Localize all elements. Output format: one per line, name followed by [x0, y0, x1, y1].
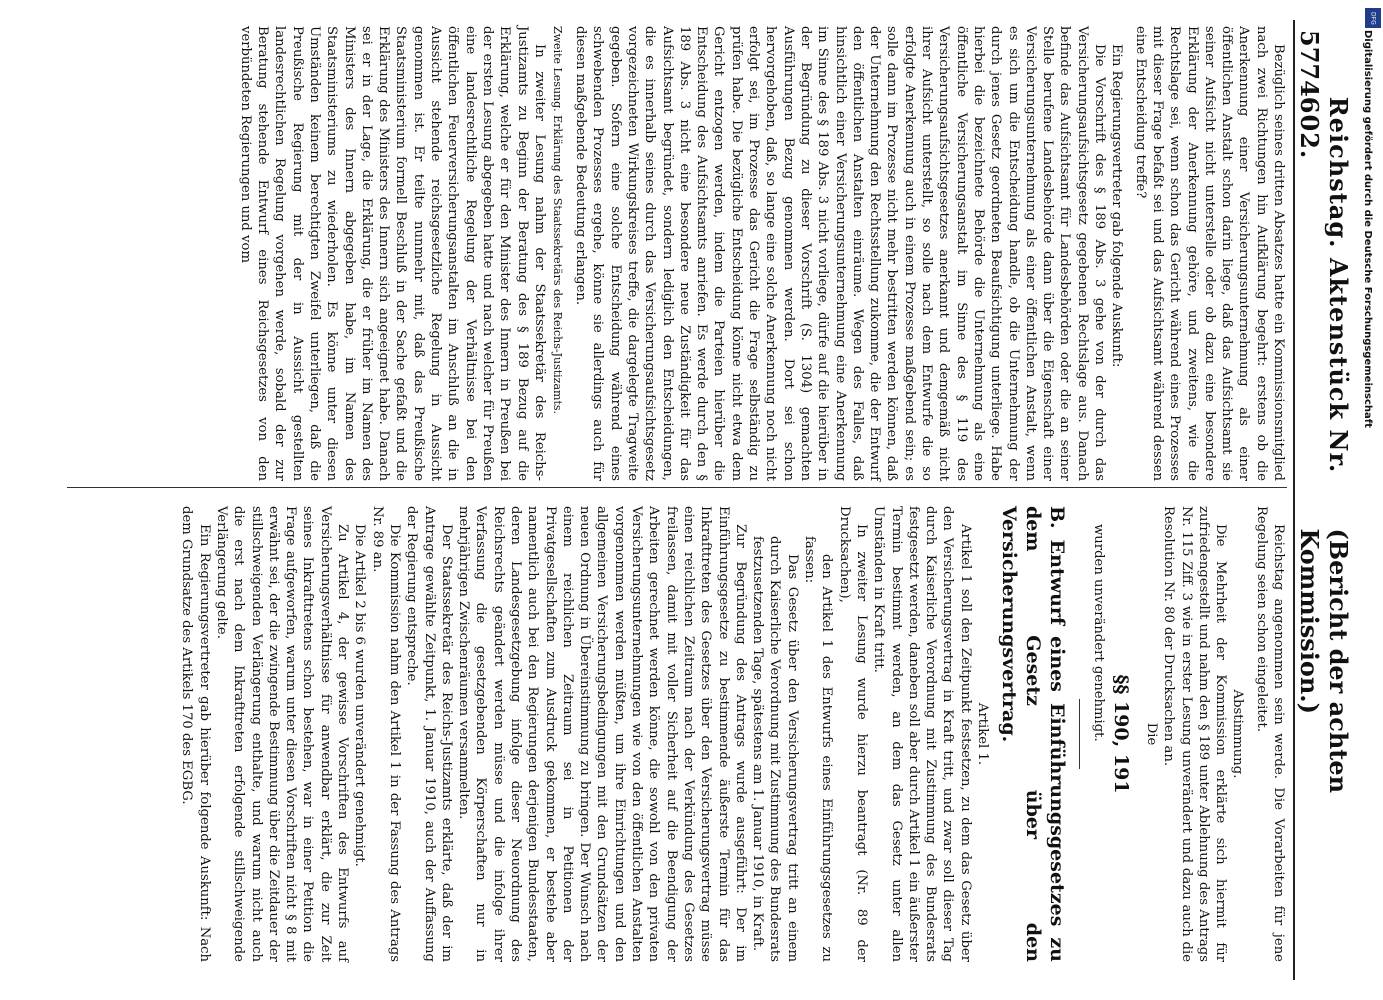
paragraph-heading: §§ 190, 191	[1109, 674, 1132, 794]
paragraph: Die Artikel 2 bis 6 wurden unverändert genehmigt.	[352, 524, 368, 867]
paragraph: In zweiter Lesung wurde hierzu beantragt (Nr. 89 der Drucksachen),	[836, 506, 869, 962]
paragraph: Ein Regierungsvertreter gab hierüber folgende Auskunft: Nach dem Grundsatze des Artikels 170 des EGBG.	[179, 506, 212, 962]
paragraph: Das Gesetz über den Versicherungsvertrag tritt an einem durch Kaiserliche Verordnung mit Zustimmung des Bundesrats festzusetzenden Tage, spätestens am 1. Januar 1910, in Kraft.	[750, 536, 800, 962]
digitization-note-text: Digitalisierung gefördert durch die Deutsche Forschungsgemeinschaft	[1362, 30, 1373, 428]
left-column	[67, 20, 1287, 488]
right-column	[67, 500, 1287, 968]
rotated-page-content	[55, 20, 1353, 980]
marginal-heading: Zweite Lesung. Erklärung des Staatssekretärs des Reichs-Justizamts.	[550, 26, 564, 415]
digitization-note	[1359, 30, 1377, 690]
paragraph: den Artikel 1 des Entwurfs eines Einführungsgesetzes zu fassen:	[802, 536, 835, 962]
paragraph: Bezüglich seines dritten Absatzes hatte ein Kommissionsmitglied nach zwei Richtungen hin Aufklärung begehrt: erstens ob die Anerkennung einer Versicherungsunternehmung als einer öffentlichen Anstalt schon darin liege, daß das Aufsichtsamt sie seiner Aufsicht nicht unterstelle oder ob dazu eine besondere Erklärung der Anerkennung gehöre, und zweitens, wie die Rechtslage sei, wenn schon das Gericht während eines Prozesses mit dieser Frage befaßt sei und das Aufsichtsamt während dessen eine Entscheidung treffe?	[1132, 26, 1286, 481]
die-label: Die	[1143, 722, 1159, 746]
paragraph: Zu Artikel 4, der gewisse Vorschriften des Entwurfs auf Versicherungsverhältnisse für anwendbar erklärt, die zur Zeit seines Inkrafttretens schon bestehen, war in einer Petition die Frage aufgeworfen, warum unter diesen Vorschriften nicht § 8 mit erwähnt sei, der die zwingende Bestimmung über die Zeitdauer der stillschweigenden Verlängerung enthalte, und warum nicht auch die erst nach dem Inkrafttreten erfolgende stillschweigende Verlängerung gelte.	[213, 506, 351, 962]
divider	[1079, 699, 1080, 769]
page-title: Reichstag. Aktenstück Nr. 602.	[1295, 96, 1353, 474]
paragraph: Zur Begründung des Antrags wurde ausgeführt: Der im Einführungsgesetze zu bestimmende äußerste Termin für das Inkrafttreten des Gesetzes über den Versicherungsvertrag müsse einen reichlichen Zeitraum nach der Verkündung des Gesetzes freilassen, damit mit voller Sicherheit auf die Beendigung der Arbeiten gerechnet werden könne, die sowohl von den privaten Versicherungsunternehmungen wie von den öffentlichen Anstalten vorgenommen werden müßten, um ihre Einrichtungen und den allgemeinen Versicherungsbedingungen mit den Grundsätzen der neuen Ordnung in Übereinstimmung zu bringen. Der Wunsch nach einem reichlichen Zeitraum sei in Petitionen der Privatgesellschaften zum Ausdruck gekommen, er bestehe aber namentlich auch bei den Regierungen derjenigen Bundesstaaten, deren Landesgesetzgebung infolge dieser Neuordnung des Reichsrechts geändert werden müsse und die infolge ihrer Verfassung die gesetzgebenden Körperschaften nur in mehrjährigen Zwischenräumen versammelten.	[456, 506, 748, 962]
page-header	[1293, 20, 1353, 980]
dfg-logo: DFG	[1365, 8, 1381, 28]
paragraph: Reichstag angenommen sein werde. Die Vorarbeiten für jene Regelung seien schon eingeleitet.	[1253, 506, 1286, 962]
text-columns	[67, 20, 1287, 980]
section-label: (Bericht der achten Kommission.)	[1295, 528, 1353, 794]
paragraph: In zweiter Lesung nahm der Staatssekretär des Reichs-Justizamts zu Beginn der Beratung des § 189 Bezug auf die Erklärung, welche er für den Minister des Innern in Preußen bei der ersten Lesung abgegeben hatte und nach welcher für Preußen eine landesrechtliche Regelung der Verhältnisse bei den öffentlichen Feuerversicherungsanstalten im Anschluß an die in Aussicht stehende reichsgesetzliche Regelung in Aussicht genommen ist. Er teilte nunmehr mit, daß das Preußische Staatsministerium formell Beschluß in der Sache gefaßt und die Erklärung des Ministers des Innern sich angeeignet habe. Danach sei er in der Lage, die Erklärung, die er früher im Namen des Ministers des Innern abgegeben habe, im Namen des Staatsministeriums zu wiederholen. Es könne unter diesen Umständen keinem berechtigten Zweifel unterliegen, daß die Preußische Regierung mit der in Aussicht gestellten landesrechtlichen Regelung vorgehen werde, sobald der zur Beratung stehende Entwurf eines Reichsgesetzes von den verbündeten Regierungen und vom	[237, 26, 547, 481]
paragraph: Die Mehrheit der Kommission erklärte sich hiermit für zufriedengestellt und nahm den § 189 unter Ablehnung des Antrags Nr. 115 Ziff. 3 wie in erster Lesung unverändert und dazu auch die Resolution Nr. 80 der Drucksachen an.	[1161, 506, 1229, 962]
paragraph: Artikel 1 soll den Zeitpunkt festsetzen, zu dem das Gesetz über den Versicherungsvertrag in Kraft tritt, und zwar soll dieser Tag durch Kaiserliche Verordnung mit Zustimmung des Bundesrats festgesetzt werden, daneben soll aber durch Artikel 1 ein äußerster Termin bestimmt werden, an dem das Gesetz unter allen Umständen in Kraft tritt.	[871, 506, 973, 962]
paragraph: Ein Regierungsvertreter gab folgende Auskunft:	[1109, 44, 1125, 368]
document-page	[55, 20, 1353, 980]
vote-heading: Abstimmung.	[1230, 689, 1246, 779]
paragraph: Die Kommission nahm den Artikel 1 in der Fassung des Antrags Nr. 89 an.	[369, 506, 402, 962]
section-title: B. Entwurf eines Einführungsgesetzes zu dem Gesetz über den Versicherungsvertrag.	[998, 506, 1069, 962]
paragraph: wurden unverändert genehmigt.	[1091, 524, 1107, 742]
page-number: 5774	[1295, 30, 1324, 97]
paragraph: Der Staatssekretär des Reichs-Justizamts erklärte, daß der im Antrage gewählte Zeitpunkt, 1. Januar 1910, auch der Auffassung der Regierung entspreche.	[404, 506, 454, 962]
paragraph: Die Vorschrift des § 189 Abs. 3 gehe von der durch das Versicherungsaufsichtsgesetz gegebenen Rechtslage aus. Danach befinde das Aufsichtsamt für Landesbehörden oder die an seiner Stelle berufene Landesbehörde dann über die Eigenschaft einer Versicherungsunternehmung als einer öffentlichen Anstalt, wenn es sich um die Entscheidung handle, ob die Unternehmung der durch jenes Gesetz geordneten Beaufsichtigung unterliege. Habe hierbei die bezeichnete Behörde die Unternehmung als eine öffentliche Versicherungsanstalt im Sinne des § 119 des Versicherungsaufsichtsgesetzes anerkannt und demgemäß nicht ihrer Aufsicht unterstellt, so solle nach dem Entwurfe die so erfolgte Anerkennung auch in einem Prozesse maßgebend sein; es solle dann im Prozesse nicht mehr bestritten werden können, daß der Unternehmung den Rechtsstellung zukomme, die der Entwurf den öffentlichen Anstalten einräume. Wegen des Falles, daß hinsichtlich einer Versicherungsunternehmung eine Anerkennung im Sinne des § 189 Abs. 3 nicht vorliege, dürfe auf die hierüber in der Begründung zu dieser Vorschrift (S. 1304) gemachten Ausführungen Bezug genommen werden. Dort sei schon hervorgehoben, daß, so lange eine solche Anerkennung noch nicht erfolgt sei, im Prozesse das Gericht die Frage selbständig zu prüfen habe. Die bezügliche Entscheidung könne nicht etwa dem Gericht entzogen werden, indem die Parteien hierüber die Entscheidung des Aufsichtsamts anriefen. Es werde durch den § 189 Abs. 3 nicht eine besondere neue Zuständigkeit für das Aufsichtsamt begründet, sondern lediglich den Entscheidungen, die es innerhalb seines durch das Versicherungsaufsichtsgesetz vorgezeichneten Wirkungskreises treffe, die dargelegte Tragweite gegeben. Sofern eine solche Entscheidung während eines schwebenden Prozesses ergehe, könne sie allerdings auch für diesen maßgebende Bedeutung erlangen.	[573, 26, 1108, 481]
article-heading: Artikel 1.	[975, 702, 991, 766]
